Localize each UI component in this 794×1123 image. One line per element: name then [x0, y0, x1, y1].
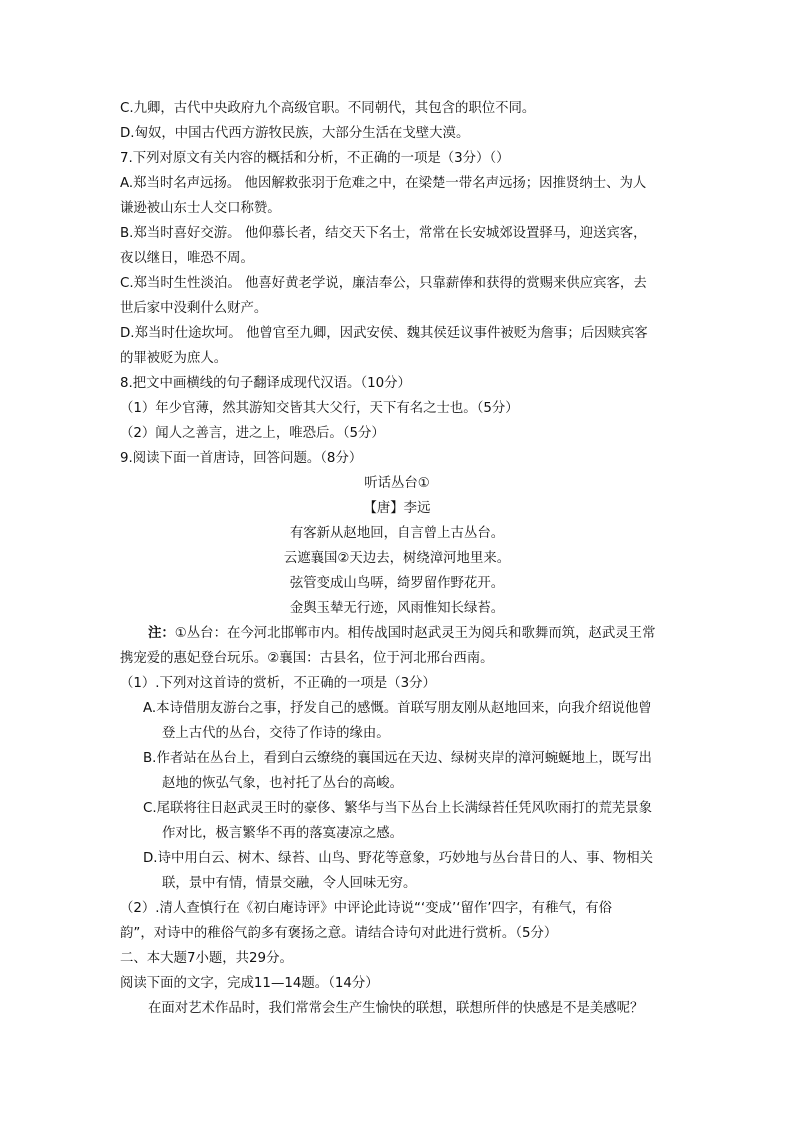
question-7: 7.下列对原文有关内容的概括和分析，不正确的一项是（3分）（）: [120, 151, 510, 166]
q9-option-b-line2: 赵地的恢弘气象，也衬托了丛台的高峻。: [162, 776, 404, 791]
poem-note-line1: [148, 625, 655, 643]
q8-sentence-2: （2）闻人之善言，进之上，唯恐后。（5分）: [120, 426, 385, 441]
q9-option-c-line2: 作对比，极言繁华不再的落寞凄凉之感。: [162, 826, 404, 841]
q7-option-b-line2: 夜以继日，唯恐不周。: [120, 251, 254, 266]
q7-option-d-line2: 的罪被贬为庶人。: [120, 351, 228, 366]
note-label: 注：: [148, 626, 175, 641]
q9-sub-1: （1）.下列对这首诗的赏析，不正确的一项是（3分）: [120, 676, 436, 691]
note-text-1: ①丛台：在今河北邯郸市内。相传战国时赵武灵王为阅兵和歌舞而筑，赵武灵王常: [174, 626, 656, 641]
q9-option-a-line2: 登上古代的丛台，交待了作诗的缘由。: [162, 726, 390, 741]
poem-line-4: 金舆玉辇无行迹，风雨惟知长绿苔。: [289, 601, 505, 616]
reading-passage-start: 在面对艺术作品时，我们常常会生产生愉快的联想，联想所伴的快感是不是美感呢？: [148, 1001, 644, 1016]
q8-sentence-1: （1）年少官薄，然其游知交皆其大父行，天下有名之士也。（5分）: [120, 401, 519, 416]
option-c-jiuqing: C.九卿，古代中央政府九个高级官职。不同朝代，其包含的职位不同。: [120, 101, 536, 116]
q9-option-d-line1: D.诗中用白云、树木、绿苔、山鸟、野花等意象，巧妙地与丛台昔日的人、事、物相关: [143, 851, 654, 866]
q7-option-a-line1: A.郑当时名声远扬。 他因解救张羽于危难之中，在梁楚一带名声远扬；因推贤纳士、为人: [120, 176, 647, 191]
q9-option-a-line1: A.本诗借朋友游台之事，抒发自己的感慨。首联写朋友刚从赵地回来，向我介绍说他曾: [143, 701, 652, 716]
poem-line-1: 有客新从赵地回，自言曾上古丛台。: [289, 526, 505, 541]
section-two-heading: 二、本大题7小题，共29分。: [120, 951, 293, 966]
q7-option-d-line1: D.郑当时仕途坎坷。 他曾官至九卿，因武安侯、魏其侯廷议事件被贬为詹事；后因赎宾客: [120, 326, 648, 341]
q9-option-b-line1: B.作者站在丛台上，看到白云缭绕的襄国远在天边、绿树夹岸的漳河蜿蜒地上，既写出: [143, 751, 652, 766]
poem-author: 【唐】李远: [363, 501, 431, 516]
option-d-xiongnu: D.匈奴，中国古代西方游牧民族，大部分生活在戈壁大漠。: [120, 126, 470, 141]
q7-option-a-line2: 谦逊被山东士人交口称赞。: [120, 201, 281, 216]
q7-option-c-line1: C.郑当时生性淡泊。 他喜好黄老学说，廉洁奉公，只靠薪俸和获得的赏赐来供应宾客，去: [120, 276, 647, 291]
poem-line-3: 弦管变成山鸟哢，绮罗留作野花开。: [289, 576, 505, 591]
question-9: 9.阅读下面一首唐诗，回答问题。（8分）: [120, 451, 363, 466]
reading-instruction: 阅读下面的文字，完成11—14题。（14分）: [120, 976, 379, 991]
q9-sub-2-line2: 韵”，对诗中的稚俗气韵多有褒扬之意。请结合诗句对此进行赏析。（5分）: [120, 926, 558, 941]
q9-sub-2-line1: （2）.清人查慎行在《初白庵诗评》中评论此诗说“‘变成’‘留作’四字，有稚气，有俗: [120, 901, 613, 916]
question-8: 8.把文中画横线的句子翻译成现代汉语。（10分）: [120, 376, 411, 391]
poem-note-line2: 携宠爱的惠妃登台玩乐。②襄国：古县名，位于河北邢台西南。: [120, 651, 494, 666]
q9-option-d-line2: 联，景中有情，情景交融，令人回味无穷。: [162, 876, 417, 891]
q9-option-c-line1: C.尾联将往日赵武灵王时的豪侈、繁华与当下丛台上长满绿苔任凭风吹雨打的荒芜景象: [143, 801, 653, 816]
poem-line-2: 云遮襄国②天边去，树绕漳河地里来。: [283, 551, 511, 566]
q7-option-c-line2: 世后家中没剩什么财产。: [120, 301, 268, 316]
poem-title: 听话丛台①: [364, 476, 430, 491]
q7-option-b-line1: B.郑当时喜好交游。 他仰慕长者，结交天下名士，常常在长安城郊设置驿马，迎送宾客，: [120, 226, 647, 241]
